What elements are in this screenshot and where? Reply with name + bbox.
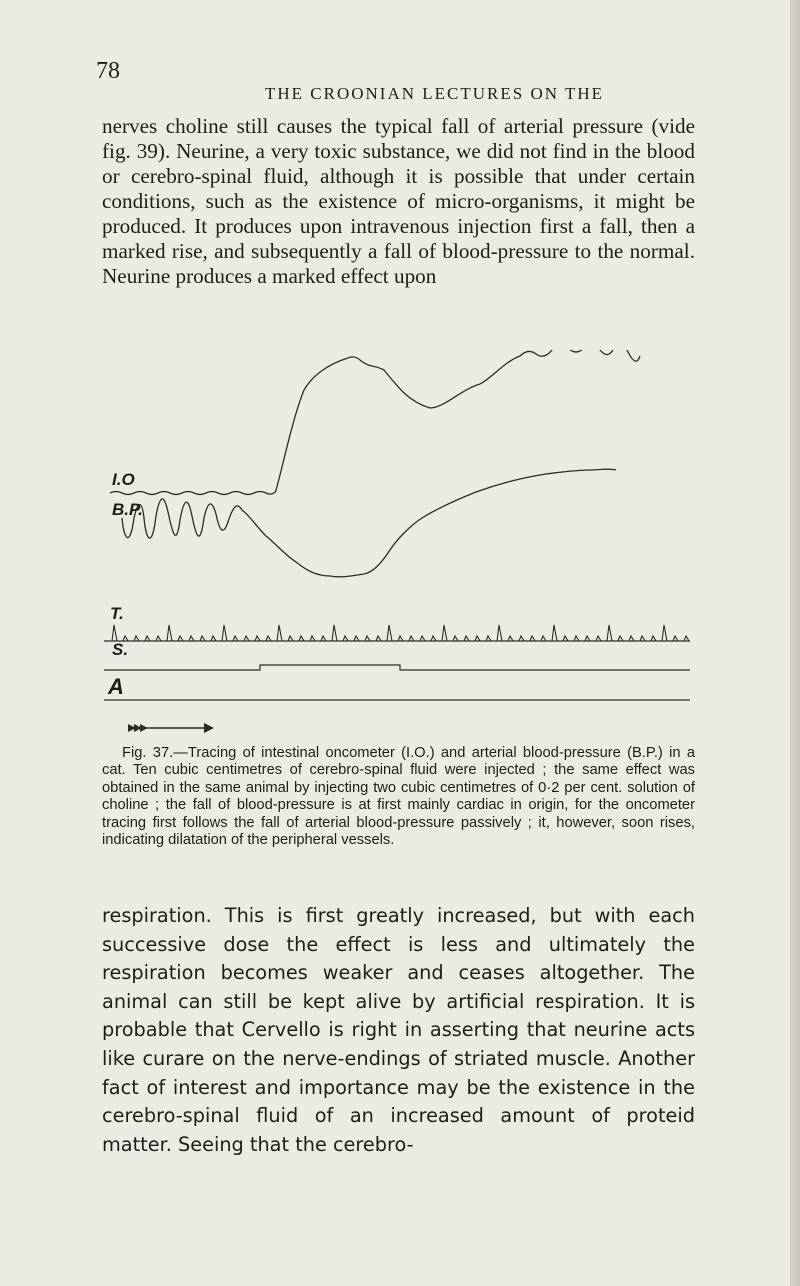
time-mark — [464, 636, 469, 641]
time-mark-major — [607, 625, 612, 641]
time-mark — [244, 636, 249, 641]
label-bp: B.P. — [112, 500, 143, 519]
time-mark — [343, 636, 348, 641]
time-mark — [530, 636, 535, 641]
time-mark — [431, 636, 436, 641]
time-mark — [211, 636, 216, 641]
time-trace — [104, 625, 690, 641]
time-mark — [156, 636, 161, 641]
time-mark — [574, 636, 579, 641]
time-mark-major — [497, 625, 502, 641]
direction-arrow — [128, 723, 214, 733]
signal-trace — [104, 665, 690, 670]
time-mark — [508, 636, 513, 641]
top-paragraph: nerves choline still causes the typical fall of arterial pressure (vide fig. 39). Neurine, a very toxic substance, we did not find in the blood or cerebro-spinal fluid, although it is possible that under certain conditions, such as the existence of micro-organisms, it might be produced. It produces upon intravenous injection first a fall, then a marked rise, and subsequently a fall of blood-pressure to the normal. Neurine produces a marked effect upon — [102, 114, 695, 288]
page-edge — [790, 0, 800, 1286]
time-mark — [519, 636, 524, 641]
time-mark — [453, 636, 458, 641]
time-mark — [640, 636, 645, 641]
time-mark-major — [442, 625, 447, 641]
time-mark — [233, 636, 238, 641]
time-mark — [354, 636, 359, 641]
blood-pressure-trace — [122, 469, 616, 577]
time-mark — [321, 636, 326, 641]
time-mark — [409, 636, 414, 641]
time-mark — [178, 636, 183, 641]
time-mark — [376, 636, 381, 641]
time-mark — [310, 636, 315, 641]
time-mark — [673, 636, 678, 641]
running-head: THE CROONIAN LECTURES ON THE — [265, 84, 605, 103]
time-mark — [475, 636, 480, 641]
label-s: S. — [112, 640, 129, 659]
label-a: A — [108, 674, 124, 699]
time-mark-major — [387, 625, 392, 641]
time-mark — [365, 636, 370, 641]
time-mark-major — [222, 625, 227, 641]
time-mark — [486, 636, 491, 641]
time-mark-major — [332, 625, 337, 641]
time-mark — [288, 636, 293, 641]
time-mark — [585, 636, 590, 641]
time-mark — [255, 636, 260, 641]
time-mark — [618, 636, 623, 641]
figure-caption: Fig. 37.—Tracing of intestinal oncometer (I.O.) and arterial blood-pressure (B.P.) in a cat. Ten cubic centimetres of cerebro-spinal fluid were injected ; the same effect was obtained in the same animal by injecting two cubic centimetres of 0·2 per cent. solution of choline ; the fall of blood-pressure is at first mainly cardiac in origin, for the oncometer tracing first follows the fall of arterial blood-pressure passively ; it, however, soon rises, indicating dilatation of the peripheral vessels. — [102, 745, 695, 849]
time-mark — [420, 636, 425, 641]
time-mark — [134, 636, 139, 641]
time-mark — [684, 636, 689, 641]
time-mark-major — [662, 625, 667, 641]
bottom-paragraph: respiration. This is first greatly increased, but with each successive dose the effect is less and ultimately the respiration becomes weaker and ceases altogether. The animal can still be kept alive by artificial respiration. It is probable that Cervello is right in asserting that neurine acts like curare on the nerve-endings of striated muscle. Another fact of interest and importance may be the existence in the cerebro-spinal fluid of an increased amount of proteid matter. Seeing that the cerebro- — [102, 904, 695, 1156]
time-mark — [541, 636, 546, 641]
time-mark-major — [277, 625, 282, 641]
time-mark — [563, 636, 568, 641]
label-t: T. — [110, 604, 124, 623]
figure-tracing — [100, 350, 700, 750]
time-mark — [629, 636, 634, 641]
time-mark-major — [112, 625, 117, 641]
time-mark-major — [552, 625, 557, 641]
time-mark — [398, 636, 403, 641]
tracing-svg — [100, 350, 700, 750]
time-mark — [651, 636, 656, 641]
time-mark — [299, 636, 304, 641]
time-mark — [266, 636, 271, 641]
time-mark — [145, 636, 150, 641]
time-mark — [189, 636, 194, 641]
time-mark — [200, 636, 205, 641]
time-mark — [596, 636, 601, 641]
time-mark-major — [167, 625, 172, 641]
page-number: 78 — [96, 58, 120, 84]
label-io: I.O — [112, 470, 135, 489]
